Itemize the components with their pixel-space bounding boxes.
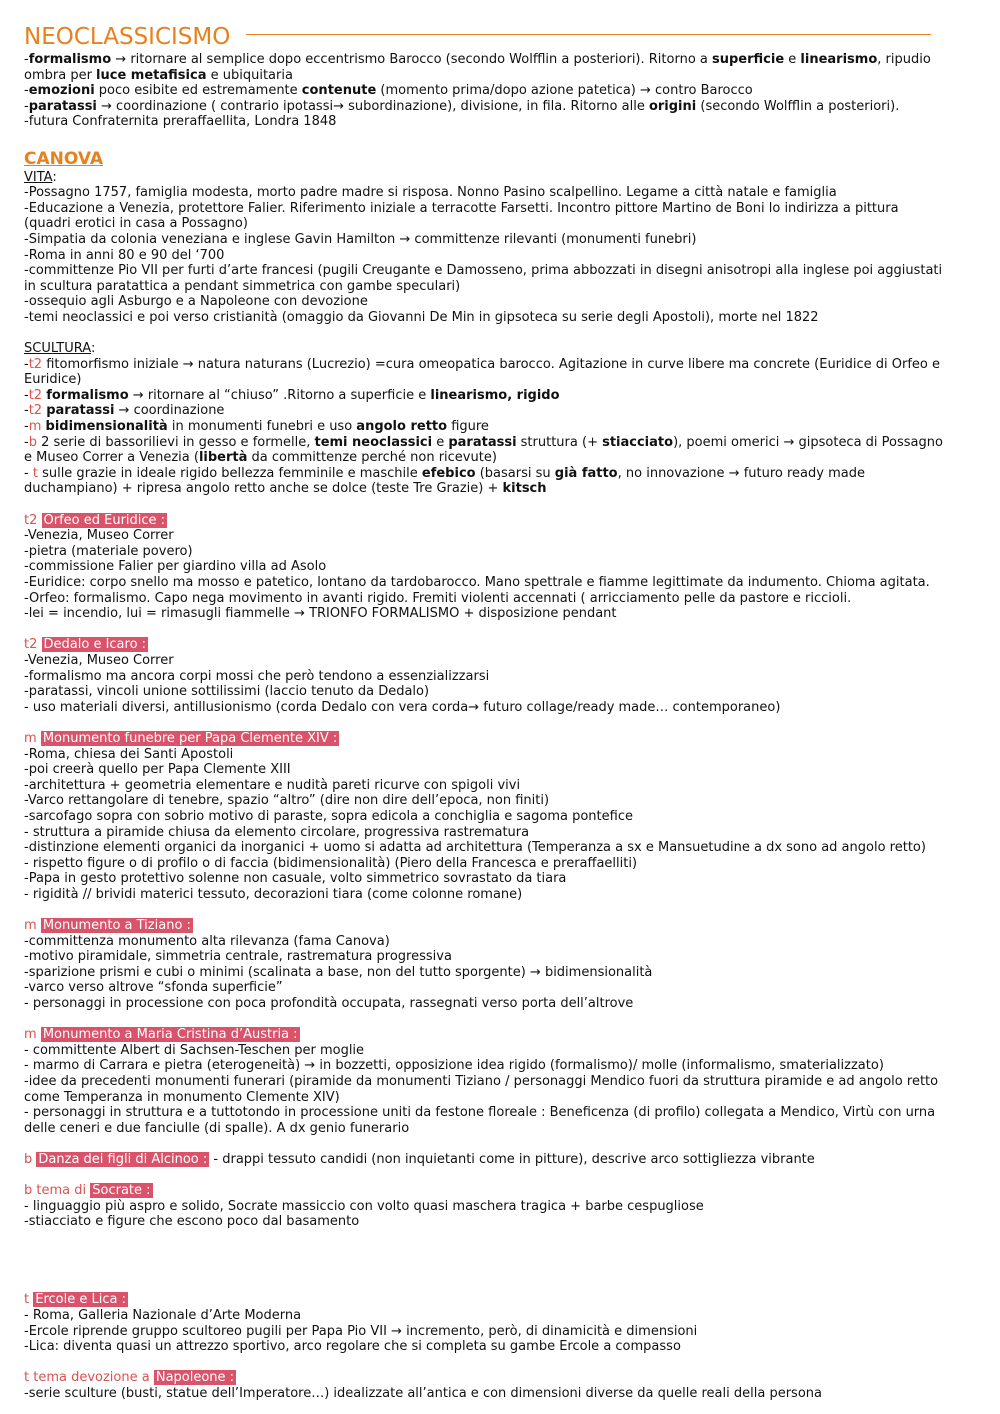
work-block (24, 1183, 979, 1230)
text-run: -Simpatia da colonia veneziana e inglese Gavin Hamilton → committenze rilevanti (monumenti funebri) (24, 231, 697, 247)
vita-heading: VITA: (24, 169, 57, 185)
bold-term: già fatto (554, 465, 618, 481)
work-line (24, 1121, 979, 1137)
vita-block (24, 185, 979, 325)
work-line (24, 1214, 979, 1230)
text-run: -Roma in anni 80 e 90 del ‘700 (24, 247, 225, 263)
work-line (24, 669, 979, 685)
text-run: (basarsi su (475, 465, 555, 481)
text-run: , no innovazione → futuro ready made (617, 465, 865, 481)
work-line (24, 840, 979, 856)
work-line (24, 606, 979, 622)
work-line (24, 871, 979, 887)
scultura-label: SCULTURA (24, 341, 91, 357)
work-line (24, 1199, 979, 1215)
text-run: -commissione Falier per giardino villa ad Asolo (24, 559, 327, 575)
work-line (24, 887, 979, 903)
bold-term: efebico (421, 465, 476, 481)
work-line (24, 793, 979, 809)
text-run: -committenza monumento alta rilevanza (fama Canova) (24, 933, 390, 949)
text-run: → ritornare al “chiuso” .Ritorno a superficie e (128, 387, 431, 403)
scultura-line (24, 357, 979, 373)
bold-term: paratassi (448, 434, 517, 450)
work-line (24, 700, 979, 716)
category-tag: t2 (28, 356, 43, 372)
bold-term: bidimensionalità (45, 419, 168, 435)
work-line (24, 965, 979, 981)
text-run: e Museo Correr a Venezia ( (24, 450, 199, 466)
work-title: Danza dei figli di Alcinoo : (38, 1151, 208, 1167)
scultura-line (24, 372, 979, 388)
work-line (24, 1105, 979, 1121)
text-run: - struttura a piramide chiusa da elemento circolare, progressiva rastrematura (24, 824, 530, 840)
work-line (24, 684, 979, 700)
text-run: → coordinazione (114, 403, 225, 419)
work-line (24, 1058, 979, 1074)
bold-term: stiacciato (602, 434, 674, 450)
vita-line (24, 310, 979, 326)
scultura-line (24, 466, 979, 482)
category-tag: m (24, 730, 37, 746)
text-run: struttura (+ (516, 434, 603, 450)
work-line (24, 996, 979, 1012)
work-block (24, 731, 979, 903)
category-tag: m (24, 918, 37, 934)
intro-line (24, 68, 979, 84)
text-run: -Educazione a Venezia, protettore Falier. Riferimento iniziale a terracotte Farsetti. Incontro pittore Martino de Boni lo indirizza a pittura (24, 200, 899, 216)
text-run: - (24, 356, 29, 372)
work-line (24, 980, 979, 996)
text-run: - linguaggio più aspro e solido, Socrate massiccio con volto quasi maschera tragica + barbe cespugliose (24, 1198, 704, 1214)
work-heading (24, 1152, 979, 1168)
text-run: -Venezia, Museo Correr (24, 528, 174, 544)
bold-term: kitsch (502, 481, 547, 497)
category-tag: m (28, 419, 42, 435)
text-run: in scultura paratattica a pendant simmetrica con gambe speculari) (24, 278, 461, 294)
text-run: e ubiquitaria (206, 67, 293, 83)
text-run: -Lica: diventa quasi un attrezzo sportivo, arco regolare che si completa su gambe Ercole a compasso (24, 1339, 681, 1355)
text-run: -lei = incendio, lui = rimasugli fiammelle → TRIONFO FORMALISMO + disposizione pendant (24, 606, 617, 622)
bold-term: formalismo (46, 387, 129, 403)
text-run: - (24, 419, 29, 435)
work-heading (24, 1183, 979, 1199)
text-run: (momento prima/dopo azione patetica) → contro Barocco (376, 83, 753, 99)
bold-term: angolo retto (356, 419, 448, 435)
text-run: -paratassi, vincoli unione sottilissimi (laccio tenuto da Dedalo) (24, 684, 430, 700)
text-run: -motivo piramidale, simmetria centrale, rastrematura progressiva (24, 949, 452, 965)
bold-term: paratassi (28, 98, 97, 114)
text-run: -varco verso altrove “sfonda superficie” (24, 980, 283, 996)
work-line (24, 544, 979, 560)
vita-line (24, 185, 979, 201)
work-title: Monumento funebre per Papa Clemente XIV : (42, 730, 338, 746)
text-run: - (24, 387, 29, 403)
text-run: -Ercole riprende gruppo scultoreo pugili per Papa Pio VII → incremento, però, di dinamicità e dimensioni (24, 1323, 698, 1339)
text-run: fitomorfismo iniziale → natura naturans (Lucrezio) =cura omeopatica barocco. Agitazione in curve libere ma concrete (Euridice di Orfeo e (42, 356, 941, 372)
text-run: - personaggi in processione con poca profondità occupata, rassegnati verso porta dell’altrove (24, 996, 634, 1012)
text-run: sulle grazie in ideale rigido bellezza femminile e maschile (37, 465, 422, 481)
work-heading (24, 1292, 979, 1308)
document-title: NEOCLASSICISMO (24, 24, 231, 50)
bold-term: linearismo, rigido (430, 387, 560, 403)
bold-term: paratassi (46, 403, 115, 419)
text-run: -futura Confraternita preraffaellita, Londra 1848 (24, 114, 337, 130)
text-run: in monumenti funebri e uso (167, 419, 357, 435)
scultura-line (24, 450, 979, 466)
text-run: figure (447, 419, 489, 435)
text-run (37, 513, 41, 528)
text-run: → coordinazione ( contrario ipotassi→ subordinazione), divisione, in fila. Ritorno alle (96, 98, 649, 114)
scultura-line (24, 388, 979, 404)
work-line (24, 778, 979, 794)
category-tag: b tema di (24, 1183, 91, 1199)
work-line (24, 1074, 979, 1090)
scultura-line (24, 435, 979, 451)
category-tag: t tema devozione a (24, 1370, 154, 1386)
text-run: -architettura + geometria elementare e nudità pareti ricurve con spigoli vivi (24, 777, 521, 793)
category-tag: t2 (28, 387, 43, 403)
work-line (24, 528, 979, 544)
text-run: - (24, 98, 29, 114)
intro-line (24, 52, 979, 68)
work-line (24, 1308, 979, 1324)
vita-line (24, 263, 979, 279)
work-heading (24, 1027, 979, 1043)
text-run: come Temperanza in monumento Clemente XIV) (24, 1089, 340, 1105)
bold-term: contenute (301, 83, 377, 99)
text-run: -Venezia, Museo Correr (24, 652, 174, 668)
text-run: - Roma, Galleria Nazionale d’Arte Moderna (24, 1307, 302, 1323)
work-line (24, 575, 979, 591)
text-run: (secondo Wolfflin a posteriori). (696, 98, 900, 114)
work-heading (24, 731, 979, 747)
text-run: ombra per (24, 67, 97, 83)
text-run: ), poemi omerici → gipsoteca di Possagno (673, 434, 943, 450)
work-line (24, 1324, 979, 1340)
text-run: delle ceneri e due fanciulle (di spalle). A dx genio funerario (24, 1120, 410, 1136)
intro-line (24, 99, 979, 115)
text-run: -Varco rettangolare di tenebre, spazio “altro” (dire non dire dell’epoca, non finiti) (24, 793, 550, 809)
work-line (24, 809, 979, 825)
text-run: -idee da precedenti monumenti funerari (piramide da monumenti Tiziano / personaggi Mendico fuori da struttura piramide e ad angolo retto (24, 1074, 939, 1089)
title-row (24, 22, 979, 52)
vita-line (24, 294, 979, 310)
text-run: -Papa in gesto protettivo solenne non casuale, volto simmetrico sovrastato da tiara (24, 871, 567, 887)
scultura-line (24, 419, 979, 435)
text-run: - personaggi in struttura e a tuttotondo in processione uniti da festone floreale : Beneficenza (di profilo) collegata a Mendico, Virtù con urna (24, 1105, 936, 1121)
text-run: - (24, 465, 33, 481)
work-heading (24, 918, 979, 934)
work-title: Monumento a Maria Cristina d’Austria : (42, 1027, 298, 1043)
text-run: (quadri erotici in casa a Possagno) (24, 216, 248, 232)
text-run: duchampiano) + ripresa angolo retto anche se dolce (teste Tre Grazie) + (24, 481, 503, 497)
text-run: da committenze perché non ricevute) (247, 450, 497, 466)
work-block (24, 637, 979, 715)
bold-term: luce metafisica (96, 67, 207, 83)
scultura-block (24, 357, 979, 497)
text-run: - (24, 434, 29, 450)
work-title: Ercole e Lica : (35, 1292, 126, 1308)
intro-block (24, 52, 979, 130)
bold-term: temi neoclassici (314, 434, 433, 450)
text-run: -sarcofago sopra con sobrio motivo di paraste, sopra edicola a conchiglia e sagoma pontefice (24, 808, 633, 824)
text-run: -temi neoclassici e poi verso cristianità (omaggio da Giovanni De Min in gipsoteca su serie degli Apostoli), morte nel 1822 (24, 309, 819, 325)
work-block (24, 1370, 979, 1401)
work-line (24, 949, 979, 965)
text-run: -ossequio agli Asburgo e a Napoleone con devozione (24, 294, 368, 310)
title-rule (246, 34, 931, 35)
vita-label: VITA (24, 169, 53, 185)
text-run: -Euridice: corpo snello ma mosso e patetico, lontano da tardobarocco. Mano spettrale e fiamme legittimate da indumento. Chioma agitata. (24, 575, 930, 590)
work-line (24, 653, 979, 669)
work-block (24, 1152, 979, 1168)
work-line (24, 762, 979, 778)
vita-line (24, 232, 979, 248)
category-tag: t2 (24, 512, 38, 528)
text-run: e (432, 434, 449, 450)
bold-term: superficie (712, 52, 785, 67)
work-line (24, 1043, 979, 1059)
bold-term: emozioni (28, 83, 95, 99)
text-run: -poi creerà quello per Papa Clemente XIII (24, 762, 291, 778)
category-tag: b (28, 434, 37, 450)
vita-line (24, 201, 979, 217)
work-line (24, 559, 979, 575)
text-run: - uso materiali diversi, antillusionismo (corda Dedalo con vera corda→ futuro collage/ready made… contemporaneo) (24, 699, 781, 715)
text-run: -Possagno 1757, famiglia modesta, morto padre madre si risposa. Nonno Pasino scalpellino. Legame a città natale e famiglia (24, 185, 837, 201)
work-line (24, 591, 979, 607)
bold-term: linearismo (800, 52, 878, 67)
text-run: - marmo di Carrara e pietra (eterogeneità) → in bozzetti, opposizione idea rigido (formalismo)/ molle (informalismo, smaterializzato) (24, 1058, 884, 1074)
text-run: -Orfeo: formalismo. Capo nega movimento in avanti rigido. Fremiti violenti accennati ( arricciamento pelle da pastore e riccioli. (24, 590, 852, 606)
text-run: -stiacciato e figure che escono poco dal basamento (24, 1214, 360, 1230)
work-block (24, 918, 979, 1012)
text-run: Euridice) (24, 372, 82, 388)
text-run: -pietra (materiale povero) (24, 543, 193, 559)
text-run (37, 637, 41, 652)
bold-term: formalismo (28, 52, 112, 67)
work-line (24, 825, 979, 841)
work-title: Orfeo ed Euridice : (43, 512, 166, 528)
text-run: , ripudio (877, 52, 931, 67)
text-run: - drappi tessuto candidi (non inquietanti come in pitture), descrive arco sottigliezza vibrante (209, 1151, 815, 1167)
work-line (24, 1090, 979, 1106)
intro-line (24, 114, 979, 130)
scultura-heading: SCULTURA: (24, 341, 96, 357)
intro-line (24, 83, 979, 99)
text-run: → ritornare al semplice dopo eccentrismo Barocco (secondo Wolfflin a posteriori). Ritorno a (111, 52, 712, 67)
work-block (24, 1027, 979, 1136)
works-list (24, 497, 979, 1401)
category-tag: t (32, 465, 38, 481)
work-line (24, 856, 979, 872)
category-tag: b (24, 1151, 33, 1167)
text-run: -distinzione elementi organici da inorganici + uomo si adatta ad architettura (Temperanza a sx e Mansuetudine a dx sono ad angolo retto) (24, 840, 926, 856)
work-heading (24, 513, 979, 529)
category-tag: t2 (28, 403, 43, 419)
work-block (24, 1292, 979, 1354)
text-run: - (24, 52, 29, 67)
category-tag: t2 (24, 637, 38, 653)
text-run: - (24, 83, 29, 99)
work-title: Socrate : (92, 1183, 151, 1199)
vita-line (24, 248, 979, 264)
work-line (24, 934, 979, 950)
document-page (24, 22, 979, 1401)
text-run: - committente Albert di Sachsen-Teschen per moglie (24, 1042, 365, 1058)
text-run: -formalismo ma ancora corpi mossi che però tendono a essenzializzarsi (24, 668, 490, 684)
text-run: - rigidità // brividi materici tessuto, decorazioni tiara (come colonne romane) (24, 886, 523, 902)
text-run: - (24, 403, 29, 419)
vita-line (24, 279, 979, 295)
text-run: poco esibite ed estremamente (94, 83, 302, 99)
work-line (24, 1339, 979, 1355)
work-heading (24, 1370, 979, 1386)
work-title: Monumento a Tiziano : (42, 918, 191, 934)
work-title: Napoleone : (155, 1370, 235, 1386)
text-run: -serie sculture (busti, statue dell’Imperatore…) idealizzate all’antica e con dimensioni diverse da quelle reali della persona (24, 1385, 822, 1401)
work-title: Dedalo e Icaro : (43, 637, 147, 653)
work-heading (24, 637, 979, 653)
text-run: 2 serie di bassorilievi in gesso e formelle, (36, 434, 315, 450)
text-run: -Roma, chiesa dei Santi Apostoli (24, 746, 234, 762)
bold-term: libertà (198, 450, 248, 466)
text-run: -committenze Pio VII per furti d’arte francesi (pugili Creugante e Damosseno, prima abbozzati in disegni anisotropi alla inglese poi aggiustati (24, 263, 943, 279)
scultura-line (24, 403, 979, 419)
text-run: e (784, 52, 801, 67)
category-tag: m (24, 1027, 37, 1043)
work-line (24, 1386, 979, 1402)
work-block (24, 513, 979, 622)
category-tag: t (24, 1292, 30, 1308)
vita-line (24, 216, 979, 232)
work-line (24, 747, 979, 763)
bold-term: origini (648, 98, 697, 114)
text-run: -sparizione prismi e cubi o minimi (scalinata a base, non del tutto sporgente) → bidimensionalità (24, 964, 653, 980)
text-run: - rispetto figure o di profilo o di faccia (bidimensionalità) (Piero della Francesca e preraffaelliti) (24, 855, 638, 871)
section-title: CANOVA (24, 148, 104, 169)
scultura-line (24, 481, 979, 497)
